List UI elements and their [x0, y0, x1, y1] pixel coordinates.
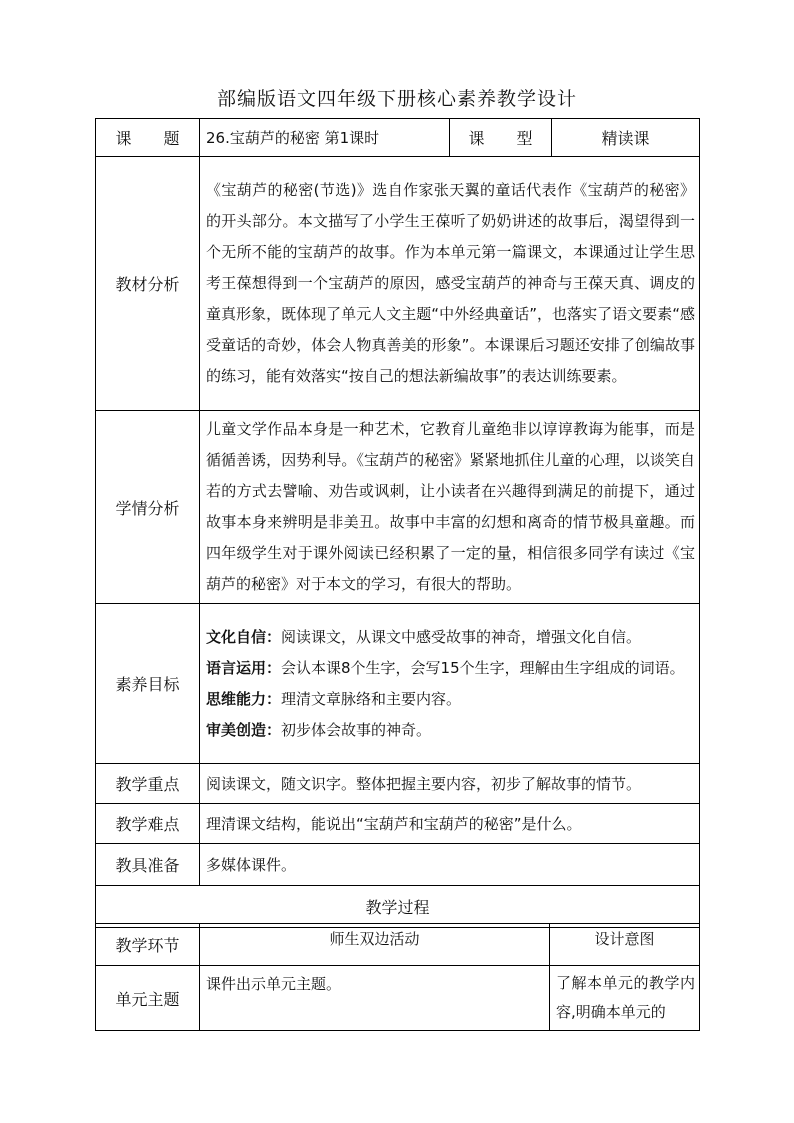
goal-key: 语言运用： [206, 658, 282, 677]
header-row [96, 119, 700, 157]
goal-text: 理清文章脉络和主要内容。 [281, 689, 462, 708]
type-label: 课 型 [450, 119, 552, 157]
materials-label: 教具准备 [96, 844, 200, 886]
literacy-goals-list [200, 604, 700, 764]
key-points-text: 阅读课文，随文识字。整体把握主要内容，初步了解故事的情节。 [200, 764, 700, 804]
process-activity: 课件出示单元主题。 [200, 966, 550, 1031]
goal-text: 阅读课文，从课文中感受故事的神奇，增强文化自信。 [281, 627, 642, 646]
col-stage-header: 教学环节 [96, 924, 200, 966]
process-title-row [96, 886, 700, 928]
textbook-analysis-row [96, 157, 700, 411]
document-title: 部编版语文四年级下册核心素养教学设计 [216, 88, 577, 110]
topic-value: 26.宝葫芦的秘密 第1课时 [200, 119, 450, 157]
process-table [95, 923, 700, 1031]
textbook-analysis-text: 《宝葫芦的秘密(节选)》选自作家张天翼的童话代表作《宝葫芦的秘密》的开头部分。本文描写了小学生王葆听了奶奶讲述的故事后，渴望得到一个无所不能的宝葫芦的故事。作为本单元第一篇课文，本课通过让学生思考王葆想得到一个宝葫芦的原因，感受宝葫芦的神奇与王葆天真、调皮的童真形象，既体现了单元人文主题“中外经典童话”，也落实了语文要素“感受童话的奇妙，体会人物真善美的形象”。本课课后习题还安排了创编故事的练习，能有效落实“按自己的想法新编故事”的表达训练要素。 [200, 157, 700, 411]
process-stage: 单元主题 [96, 966, 200, 1031]
student-analysis-text: 儿童文学作品本身是一种艺术，它教育儿童绝非以谆谆教诲为能事，而是循循善诱，因势利导。《宝葫芦的秘密》紧紧地抓住儿童的心理，以谈笑自若的方式去譬喻、劝告或讽刺，让小读者在兴趣得到满足的前提下，通过故事本身来辨明是非美丑。故事中丰富的幻想和离奇的情节极具童趣。而四年级学生对于课外阅读已经积累了一定的量，相信很多同学有读过《宝葫芦的秘密》对于本文的学习，有很大的帮助。 [200, 411, 700, 604]
type-value: 精读课 [552, 119, 700, 157]
col-activity-header: 师生双边活动 [200, 924, 550, 966]
lesson-plan-table [95, 118, 700, 928]
topic-label: 课 题 [96, 119, 200, 157]
process-title: 教学过程 [96, 886, 700, 928]
literacy-goals-row [96, 604, 700, 764]
key-points-label: 教学重点 [96, 764, 200, 804]
goal-key: 审美创造： [206, 720, 282, 739]
goal-item [206, 653, 695, 684]
textbook-analysis-label: 教材分析 [96, 157, 200, 411]
goal-item [206, 622, 695, 653]
process-row [96, 966, 700, 1031]
goal-text: 会认本课8个生字，会写15个生字，理解由生字组成的词语。 [281, 658, 685, 677]
col-intent-header: 设计意图 [550, 924, 700, 966]
literacy-goals-label: 素养目标 [96, 604, 200, 764]
materials-row [96, 844, 700, 886]
goal-key: 思维能力： [206, 689, 282, 708]
goal-item [206, 684, 695, 715]
student-analysis-label: 学情分析 [96, 411, 200, 604]
goal-item [206, 715, 695, 746]
goal-key: 文化自信： [206, 627, 282, 646]
difficulties-text: 理清课文结构，能说出“宝葫芦和宝葫芦的秘密”是什么。 [200, 804, 700, 844]
difficulties-row [96, 804, 700, 844]
process-intent: 了解本单元的教学内容,明确本单元的 [550, 966, 700, 1031]
student-analysis-row [96, 411, 700, 604]
goal-text: 初步体会故事的神奇。 [281, 720, 432, 739]
materials-text: 多媒体课件。 [200, 844, 700, 886]
key-points-row [96, 764, 700, 804]
process-header-row [96, 924, 700, 966]
difficulties-label: 教学难点 [96, 804, 200, 844]
